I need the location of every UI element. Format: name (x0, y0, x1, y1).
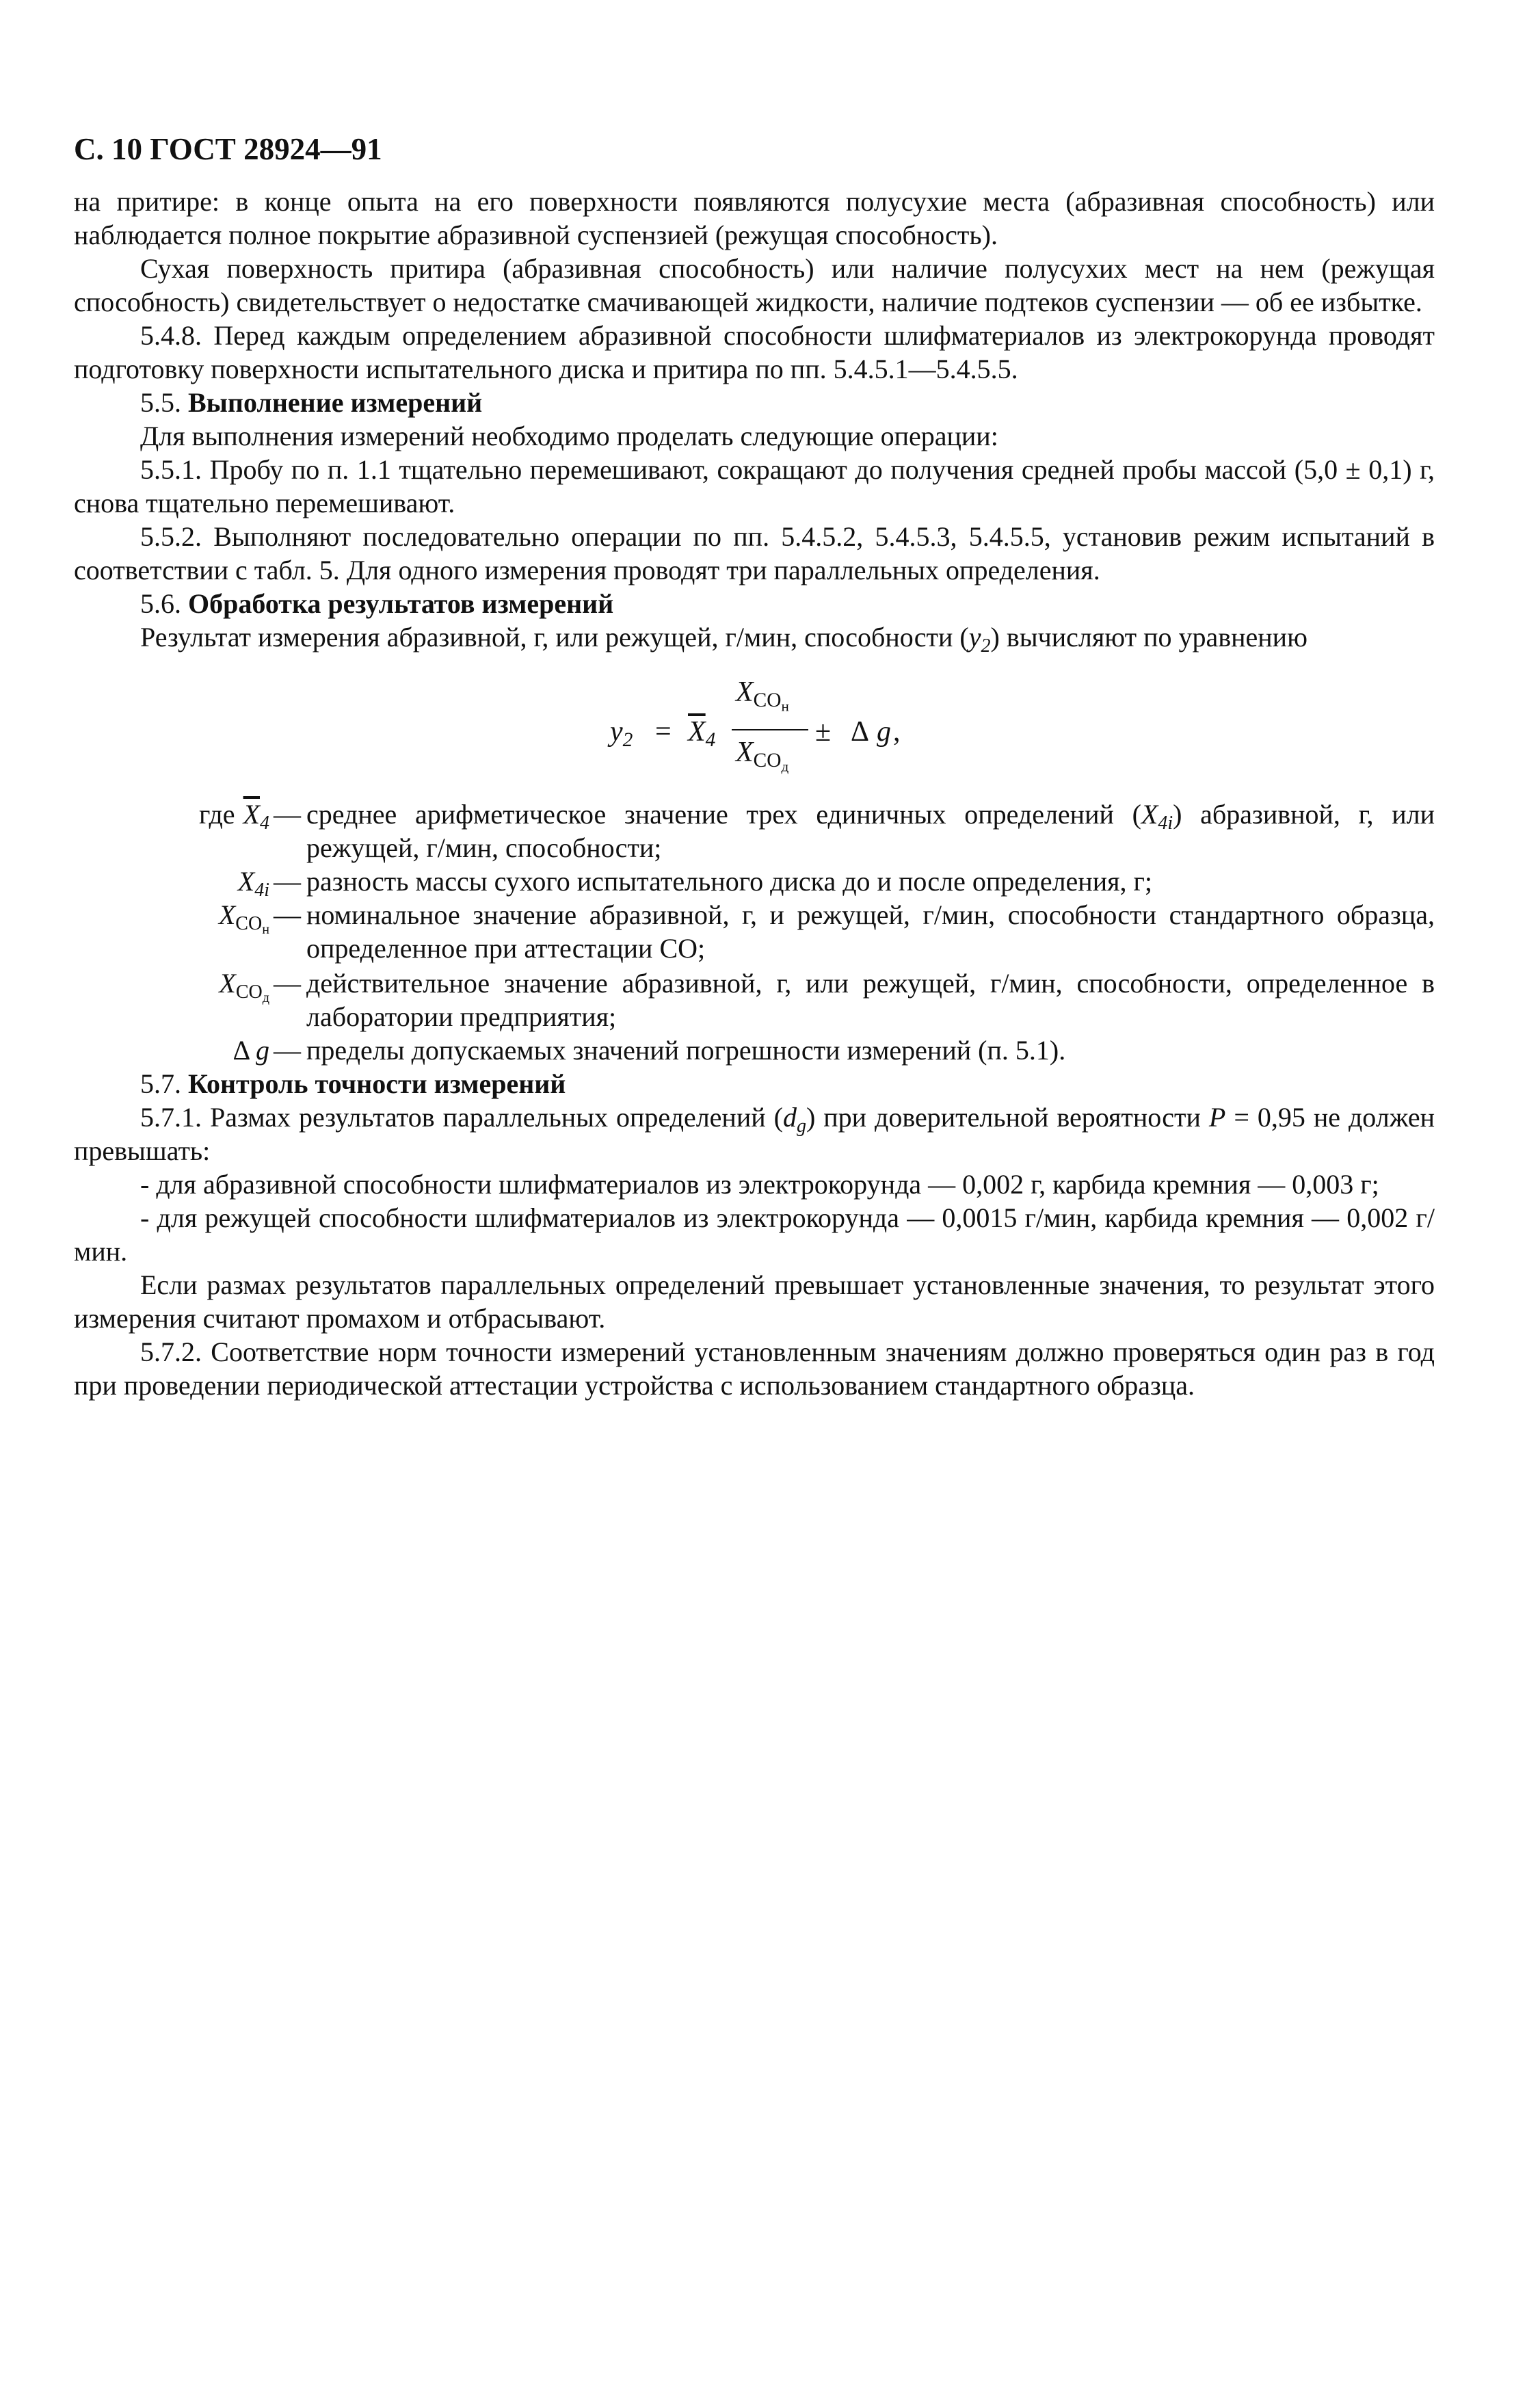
definition-x4-mean: где $\overline{X}_4$ — среднее арифметическое значение трех единичных определений $(X_{4i})$ абразивной, г, или режущей, г/мин, способности; (199, 799, 1435, 863)
formula-equals: = (655, 716, 672, 748)
definition-delta-g: Δ g — пределы допускаемых значений погрешности измерений (п. 5.1). (233, 1035, 1066, 1066)
paragraph-cutting-limit: - для режущей способности шлифматериалов из электрокорунда — 0,0015 г/мин, карбида кремния — 0,002 г/мин. (74, 1202, 1435, 1267)
formula-lhs: $y_2$ (610, 716, 633, 752)
formula-comma: , (893, 716, 901, 748)
section-5-5-heading (74, 386, 1435, 419)
paragraph-5-4-8: 5.4.8. Перед каждым определением абразивной способности шлифматериалов из электрокорунда проводят подготовку поверхности испытательного диска и притира по пп. 5.4.5.1—5.4.5.5. (74, 320, 1435, 384)
document-page (74, 130, 1435, 1402)
section-5-6-heading (74, 587, 1435, 620)
formula-plus-minus: ± (815, 716, 832, 748)
formula-g: g (877, 716, 891, 748)
paragraph-abrasive-limit: - для абразивной способности шлифматериалов из электрокорунда — 0,002 г, карбида кремния — 0,003 г; (140, 1169, 1379, 1200)
definitions-list (74, 797, 1435, 1067)
paragraph-dry-surface: Сухая поверхность притира (абразивная способность) или наличие полусухих мест на нем (режущая способность) свидетельствует о недостатке смачивающей жидкости, наличие подтеков суспензии — об ее избытке. (74, 253, 1435, 317)
formula-denominator: $X_{CO_д}$ (736, 737, 789, 775)
section-title: Выполнение измерений (188, 387, 483, 418)
equation-y2 (74, 662, 1435, 791)
section-5-7-heading (74, 1067, 1435, 1100)
paragraph-5-5-2: 5.5.2. Выполняют последовательно операции по пп. 5.4.5.2, 5.4.5.3, 5.4.5.5, установив режим испытаний в соответствии с табл. 5. Для одного измерения проводят три параллельных определения. (74, 521, 1435, 585)
section-number: 5.5. (140, 387, 181, 418)
formula-x4-mean: $\overline{X}_4$ (688, 716, 716, 752)
body-text (74, 185, 1435, 1402)
fraction-line (732, 729, 808, 730)
section-title: Контроль точности измерений (188, 1068, 566, 1099)
paragraph-5-7-1: 5.7.1. Размах результатов параллельных определений $(d_g)$ при доверительной вероятности P = 0,95 не должен превышать: (74, 1102, 1435, 1166)
section-title: Обработка результатов измерений (188, 588, 614, 619)
definition-xco-actual: $X_{CO_д}$ — действительное значение абразивной, г, или режущей, г/мин, способности, определенное в лаборатории предприятия; (219, 968, 1435, 1032)
page-header: С. 10 ГОСТ 28924—91 (74, 132, 382, 166)
definition-x4i: $X_{4i}$ — разность массы сухого испытательного диска до и после определения, г; (237, 866, 1153, 901)
definition-xco-nominal: $X_{CO_н}$ — номинальное значение абразивной, г, и режущей, г/мин, способности стандартного образца, определенное при аттестации СО; (218, 899, 1435, 964)
paragraph-operations-intro: Для выполнения измерений необходимо проделать следующие операции: (140, 421, 998, 451)
paragraph-5-5-1: 5.5.1. Пробу по п. 1.1 тщательно перемешивают, сокращают до получения средней пробы массой (5,0 ± 0,1) г, снова тщательно перемешивают. (74, 454, 1435, 518)
formula-numerator: $X_{CO_н}$ (736, 676, 789, 715)
paragraph-result-intro: Результат измерения абразивной, г, или режущей, г/мин, способности $(y_2)$ вычисляют по уравнению (140, 622, 1307, 657)
paragraph-outlier-rule: Если размах результатов параллельных определений превышает установленные значения, то результат этого измерения считают промахом и отбрасывают. (74, 1269, 1435, 1334)
section-number: 5.6. (140, 588, 181, 619)
formula-delta: Δ (851, 716, 870, 748)
paragraph-continuation: на притире: в конце опыта на его поверхности появляются полусухие места (абразивная способность) или наблюдается полное покрытие абразивной суспензией (режущая способность). (74, 186, 1435, 250)
symbol-y2: $y_2$ (968, 622, 991, 657)
paragraph-5-7-2: 5.7.2. Соответствие норм точности измерений установленным значениям должно проверяться один раз в год при проведении периодической аттестации устройства с использованием стандартного образца. (74, 1336, 1435, 1401)
section-number: 5.7. (140, 1068, 181, 1099)
